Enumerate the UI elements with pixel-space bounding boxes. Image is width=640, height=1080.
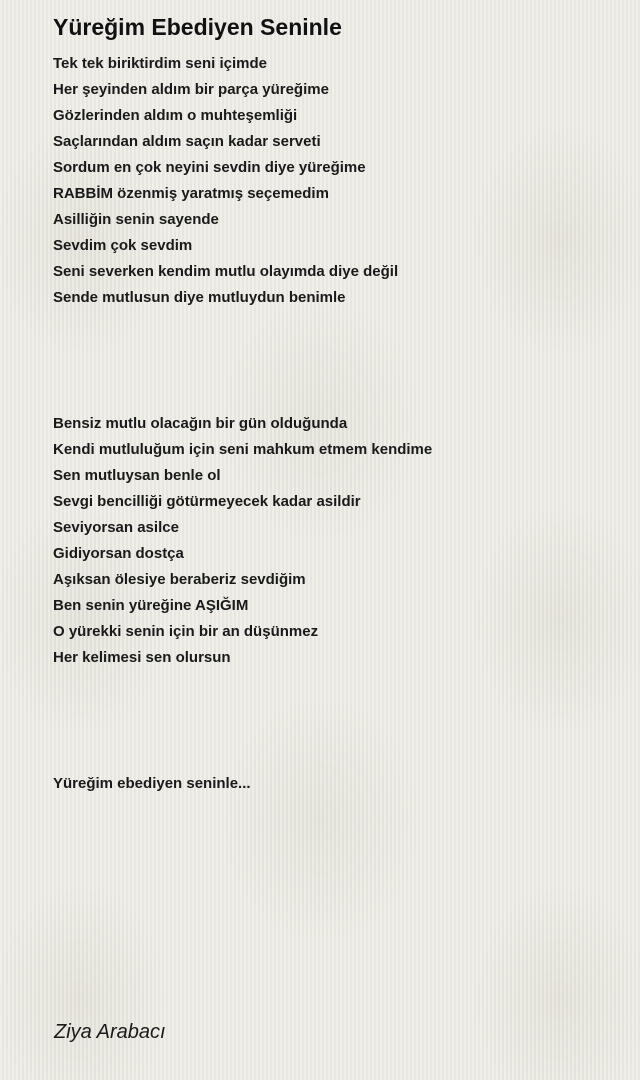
poem-line: Sevgi bencilliği götürmeyecek kadar asildir: [53, 493, 361, 510]
poem-title: Yüreğim Ebediyen Seninle: [53, 14, 342, 40]
poem-line: Saçlarından aldım saçın kadar serveti: [53, 133, 321, 150]
poem-line: Sende mutlusun diye mutluydun benimle: [53, 289, 346, 306]
poem-line: RABBİM özenmiş yaratmış seçemedim: [53, 185, 329, 202]
stanza-2: [53, 411, 623, 671]
poem-line: Kendi mutluluğum için seni mahkum etmem kendime: [53, 441, 433, 458]
stanza-3: [53, 771, 623, 797]
stanza-1: [53, 51, 623, 311]
poem-body: [53, 51, 623, 797]
poem-line: Bensiz mutlu olacağın bir gün olduğunda: [53, 415, 348, 432]
poem-line: Seni severken kendim mutlu olayımda diye değil: [53, 263, 399, 280]
stanza-spacer: [53, 671, 623, 771]
poem-line: Sordum en çok neyini sevdin diye yüreğime: [53, 159, 366, 176]
poem-line: Her şeyinden aldım bir parça yüreğime: [53, 81, 329, 98]
poem-line: Sen mutluysan benle ol: [53, 467, 221, 484]
poem-line: Aşıksan ölesiye beraberiz sevdiğim: [53, 571, 306, 588]
poem-line: Her kelimesi sen olursun: [53, 649, 231, 666]
poem-line: Ben senin yüreğine AŞIĞIM: [53, 597, 249, 614]
poem-author: Ziya Arabacı: [54, 1021, 166, 1043]
poem-line: Gidiyorsan dostça: [53, 545, 184, 562]
poem-line: Sevdim çok sevdim: [53, 237, 193, 254]
poem-line: Tek tek biriktirdim seni içimde: [53, 55, 267, 72]
stanza-spacer: [53, 311, 623, 411]
poem-line: Asilliğin senin sayende: [53, 211, 219, 228]
poem-line: Seviyorsan asilce: [53, 519, 179, 536]
poem-line: Yüreğim ebediyen seninle...: [53, 775, 251, 792]
poem-line: Gözlerinden aldım o muhteşemliği: [53, 107, 298, 124]
poem-line: O yürekki senin için bir an düşünmez: [53, 623, 319, 640]
